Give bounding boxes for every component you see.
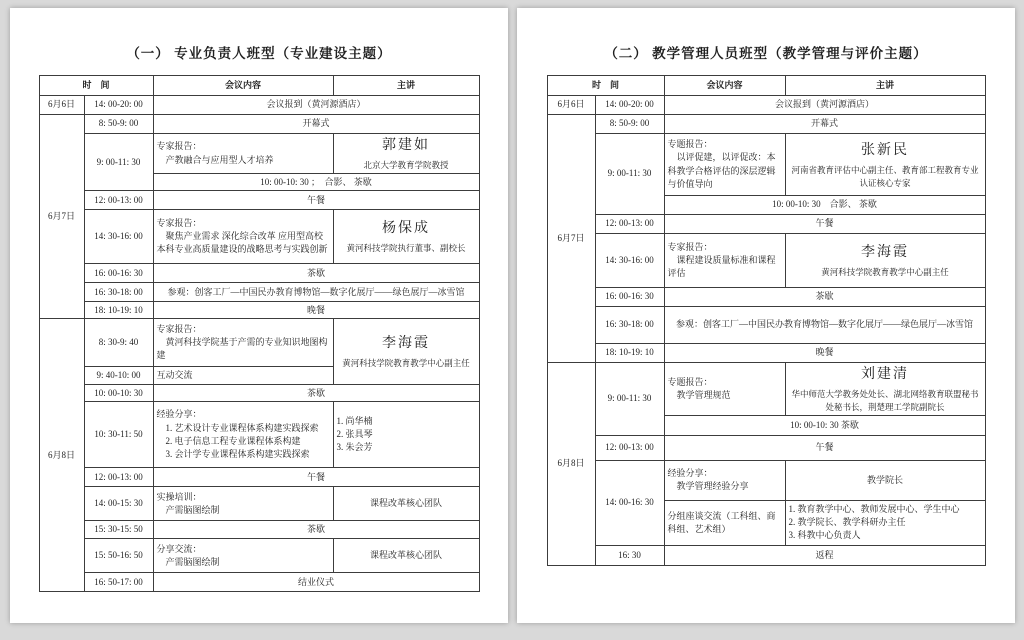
session-topic: 产教融合与应用型人才培养 <box>165 154 274 165</box>
event-cell: 会议报到（黄河源酒店） <box>664 96 985 115</box>
speaker-cell <box>333 319 479 385</box>
time-cell: 14: 00-20: 00 <box>84 96 153 115</box>
speaker-name: 李海霞 <box>861 244 909 260</box>
table-row <box>547 134 985 196</box>
speaker-title: 黄河科技学院教育教学中心副主任 <box>821 267 949 278</box>
time-cell: 18: 10-19: 10 <box>84 302 153 319</box>
speaker-cell: 课程改革核心团队 <box>333 539 479 573</box>
event-cell: 开幕式 <box>153 115 479 134</box>
speaker-cell: 课程改革核心团队 <box>333 487 479 521</box>
speaker-cell: 教学院长 <box>785 460 985 500</box>
time-cell: 14: 30-16: 00 <box>595 234 664 288</box>
speaker-cell <box>333 134 479 174</box>
header-time: 时 间 <box>39 76 153 96</box>
event-cell: 午餐 <box>153 468 479 487</box>
time-cell: 9: 40-10: 00 <box>84 367 153 385</box>
page-title: （一） 专业负责人班型（专业建设主题） <box>126 46 392 61</box>
session-type-label: 专题报告： <box>667 376 713 387</box>
table-row <box>39 539 479 573</box>
table-row <box>39 96 479 115</box>
session-topic: 产需脑图绘制 <box>165 556 220 567</box>
table-row <box>547 545 985 565</box>
time-cell: 15: 50-16: 50 <box>84 539 153 573</box>
time-cell: 14: 30-16: 00 <box>84 210 153 264</box>
table-row <box>547 234 985 288</box>
session-topic: 教学管理规范 <box>676 389 731 400</box>
time-cell: 15: 30-15: 50 <box>84 521 153 539</box>
table-row <box>547 288 985 307</box>
date-cell: 6月8日 <box>39 319 84 592</box>
table-row <box>39 264 479 283</box>
schedule-table-right <box>547 75 986 566</box>
event-cell: 午餐 <box>664 435 985 460</box>
content-cell <box>664 460 785 500</box>
session-type-label: 专家报告： <box>156 217 202 228</box>
table-row <box>547 96 985 115</box>
time-cell: 8: 50-9: 00 <box>84 115 153 134</box>
content-cell <box>664 234 785 288</box>
session-type-label: 专家报告： <box>156 323 202 334</box>
date-cell: 6月6日 <box>39 96 84 115</box>
table-row <box>547 460 985 500</box>
event-cell: 午餐 <box>664 215 985 234</box>
event-cell: 茶歇 <box>664 288 985 307</box>
table-row <box>39 402 479 468</box>
content-cell <box>664 134 785 196</box>
table-row <box>39 283 479 302</box>
table-row <box>547 115 985 134</box>
session-type-label: 经验分享： <box>667 468 713 479</box>
session-item: 3. 会计学专业课程体系构建实践探索 <box>165 448 310 459</box>
content-cell <box>664 363 785 416</box>
time-cell: 16: 50-17: 00 <box>84 573 153 592</box>
table-row <box>547 344 985 363</box>
event-cell: 参观：创客工厂—中国民办教育博物馆—数字化展厅——绿色展厅—冰雪馆 <box>153 283 479 302</box>
content-cell <box>153 134 333 174</box>
content-cell <box>153 319 333 367</box>
speaker-cell <box>785 134 985 196</box>
event-cell: 茶歇 <box>153 385 479 402</box>
table-row <box>39 385 479 402</box>
event-cell: 10: 00-10: 30 合影、 茶歇 <box>664 196 985 215</box>
table-row <box>39 191 479 210</box>
event-cell: 晚餐 <box>153 302 479 319</box>
date-cell: 6月6日 <box>547 96 595 115</box>
header-speaker: 主讲 <box>333 76 479 96</box>
time-cell: 12: 00-13: 00 <box>595 215 664 234</box>
table-row <box>39 487 479 521</box>
speaker-group: 1. 教育教学中心、教师发展中心、学生中心 <box>788 504 960 515</box>
content-cell <box>153 210 333 264</box>
speaker-name: 刘建清 <box>861 367 909 382</box>
speaker-name: 杨保成 <box>382 221 430 237</box>
speaker-name: 1. 尚华楠 <box>336 415 373 426</box>
table-row <box>547 215 985 234</box>
time-cell: 12: 00-13: 00 <box>595 435 664 460</box>
speaker-group: 2. 教学院长、教学科研办主任 <box>788 517 906 528</box>
speaker-name: 郭建如 <box>382 138 430 153</box>
table-row <box>39 521 479 539</box>
session-topic: 聚焦产业需求 深化综合改革 应用型高校本科专业高质量建设的战略思考与实践创新 <box>156 231 328 255</box>
time-cell: 9: 00-11: 30 <box>84 134 153 191</box>
time-cell: 12: 00-13: 00 <box>84 468 153 487</box>
speaker-title: 北京大学教育学院教授 <box>363 160 449 171</box>
session-type-label: 专家报告： <box>667 241 713 252</box>
content-cell: 互动交流 <box>153 367 333 385</box>
time-cell: 9: 00-11: 30 <box>595 134 664 215</box>
speaker-name: 3. 朱会芳 <box>336 442 373 453</box>
table-row <box>39 302 479 319</box>
table-row <box>39 210 479 264</box>
event-cell: 开幕式 <box>664 115 985 134</box>
table-row <box>39 115 479 134</box>
time-cell: 10: 00-10: 30 <box>84 385 153 402</box>
event-cell: 晚餐 <box>664 344 985 363</box>
time-cell: 10: 30-11: 50 <box>84 402 153 468</box>
session-type-label: 专题报告： <box>667 139 713 150</box>
speaker-name: 2. 张具琴 <box>336 429 373 440</box>
table-row <box>547 435 985 460</box>
time-cell: 8: 30-9: 40 <box>84 319 153 367</box>
event-cell: 茶歇 <box>153 521 479 539</box>
event-cell: 10: 00-10: 30 ； 合影、 茶歇 <box>153 174 479 191</box>
time-cell: 12: 00-13: 00 <box>84 191 153 210</box>
content-cell: 分组座谈交流（工科组、商科组、艺术组） <box>664 500 785 545</box>
table-row <box>39 319 479 367</box>
time-cell: 9: 00-11: 30 <box>595 363 664 436</box>
content-cell <box>153 402 333 468</box>
event-cell: 茶歇 <box>153 264 479 283</box>
table-row <box>547 363 985 416</box>
session-topic: 教学管理经验分享 <box>676 481 749 492</box>
session-topic: 课程建设质量标准和课程评估 <box>667 254 776 279</box>
header-time: 时 间 <box>547 76 664 96</box>
page-title: （二） 教学管理人员班型（教学管理与评价主题） <box>604 46 928 61</box>
speaker-title: 黄河科技学院教育教学中心副主任 <box>342 358 470 369</box>
speaker-cell <box>785 363 985 416</box>
time-cell: 8: 50-9: 00 <box>595 115 664 134</box>
speaker-cell <box>785 500 985 545</box>
speaker-cell <box>785 234 985 288</box>
page-left <box>10 8 508 623</box>
session-topic: 产需脑图绘制 <box>165 504 220 515</box>
header-content: 会议内容 <box>664 76 785 96</box>
session-type-label: 专家报告： <box>156 141 202 152</box>
page-right <box>517 8 1015 623</box>
speaker-cell <box>333 402 479 468</box>
date-cell: 6月7日 <box>547 115 595 363</box>
time-cell: 14: 00-16: 30 <box>595 460 664 545</box>
date-cell: 6月7日 <box>39 115 84 319</box>
table-row <box>39 134 479 174</box>
content-cell <box>153 487 333 521</box>
event-cell: 结业仪式 <box>153 573 479 592</box>
session-type-label: 实操培训： <box>156 491 202 502</box>
event-cell: 返程 <box>664 545 985 565</box>
speaker-title: 河南省教育评估中心副主任、教育部工程教育专业认证核心专家 <box>791 164 979 188</box>
time-cell: 14: 00-15: 30 <box>84 487 153 521</box>
table-row <box>39 573 479 592</box>
time-cell: 16: 30 <box>595 545 664 565</box>
session-type-label: 经验分享： <box>156 409 202 420</box>
session-topic: 黄河科技学院基于产需的专业知识地图构建 <box>156 337 328 361</box>
speaker-title: 黄河科技学院执行董事、副校长 <box>346 243 466 254</box>
time-cell: 16: 00-16: 30 <box>595 288 664 307</box>
header-content: 会议内容 <box>153 76 333 96</box>
header-speaker: 主讲 <box>785 76 985 96</box>
time-cell: 14: 00-20: 00 <box>595 96 664 115</box>
time-cell: 16: 30-18: 00 <box>84 283 153 302</box>
time-cell: 16: 30-18: 00 <box>595 307 664 344</box>
event-cell: 10: 00-10: 30 茶歇 <box>664 415 985 435</box>
speaker-name: 李海霞 <box>382 336 430 352</box>
time-cell: 18: 10-19: 10 <box>595 344 664 363</box>
table-row <box>547 307 985 344</box>
date-cell: 6月8日 <box>547 363 595 566</box>
session-item: 1. 艺术设计专业课程体系构建实践探索 <box>165 422 319 433</box>
event-cell: 会议报到（黄河源酒店） <box>153 96 479 115</box>
session-item: 2. 电子信息工程专业课程体系构建 <box>165 435 301 446</box>
table-header-row <box>39 76 479 96</box>
schedule-table-left <box>39 75 480 592</box>
table-header-row <box>547 76 985 96</box>
session-topic: 以评促建，以评促改：本科教学合格评估的深层逻辑与价值导向 <box>667 152 776 189</box>
time-cell: 16: 00-16: 30 <box>84 264 153 283</box>
event-cell: 午餐 <box>153 191 479 210</box>
session-type-label: 分享交流： <box>156 543 202 554</box>
content-cell <box>153 539 333 573</box>
speaker-group: 3. 科教中心负责人 <box>788 530 861 541</box>
speaker-name: 张新民 <box>861 142 909 158</box>
speaker-title: 华中师范大学教务处处长、湖北网络教育联盟秘书处秘书长，荆楚理工学院副院长 <box>791 389 979 413</box>
speaker-cell <box>333 210 479 264</box>
event-cell: 参观：创客工厂—中国民办教育博物馆—数字化展厅——绿色展厅—冰雪馆 <box>664 307 985 344</box>
table-row <box>39 468 479 487</box>
